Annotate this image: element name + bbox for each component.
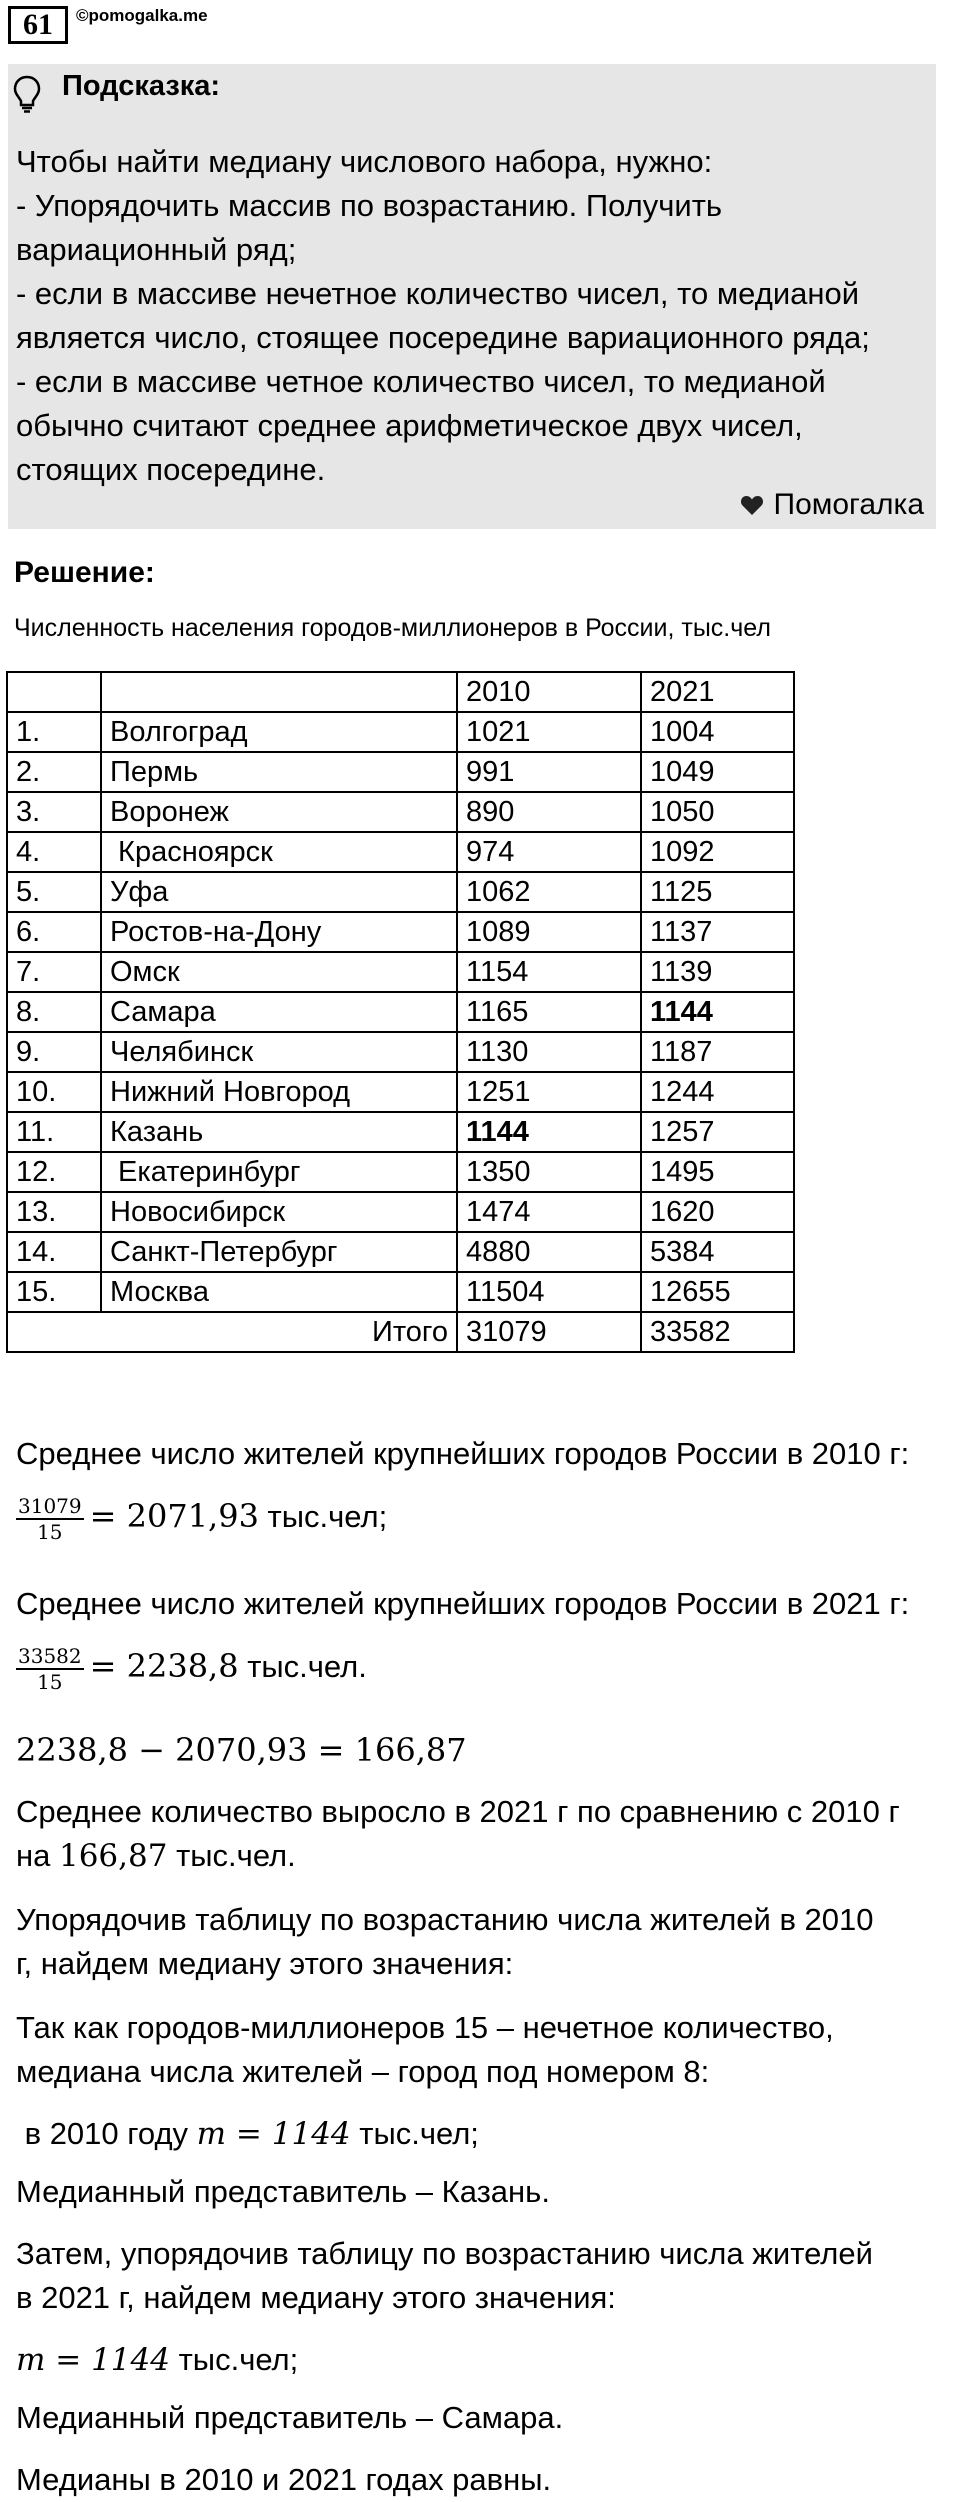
value-2010: 11504 <box>457 1272 641 1312</box>
header-cell <box>7 672 101 712</box>
helper-signature <box>740 488 925 522</box>
value-2021: 12655 <box>641 1272 794 1312</box>
value-2021: 1495 <box>641 1152 794 1192</box>
table-row <box>7 992 794 1032</box>
table-row <box>7 1232 794 1272</box>
city-name: Волгоград <box>101 712 457 752</box>
hint-line: обычно считают среднее арифметическое двух чисел, <box>16 408 803 443</box>
value-2021: 1125 <box>641 872 794 912</box>
row-index: 15. <box>7 1272 101 1312</box>
value-2010: 1089 <box>457 912 641 952</box>
row-index: 11. <box>7 1112 101 1152</box>
city-name: Пермь <box>101 752 457 792</box>
lightbulb-icon <box>12 74 42 114</box>
table-row <box>7 1072 794 1112</box>
hint-line: - если в массиве четное количество чисел, то медианой <box>16 364 826 399</box>
city-name: Москва <box>101 1272 457 1312</box>
median-2010-line: в 2010 году m = 1144 тыс.чел; <box>16 2116 479 2152</box>
header-cell: 2010 <box>457 672 641 712</box>
table-row <box>7 792 794 832</box>
value-2021: 5384 <box>641 1232 794 1272</box>
value-2021: 1620 <box>641 1192 794 1232</box>
city-name: Екатеринбург <box>101 1152 457 1192</box>
median-2021-city: Медианный представитель – Самара. <box>16 2400 564 2435</box>
row-index: 13. <box>7 1192 101 1232</box>
value-2021: 1004 <box>641 712 794 752</box>
row-index: 4. <box>7 832 101 872</box>
table-row <box>7 712 794 752</box>
fraction: $\frac{31079}{15}$ <box>18 1494 82 1544</box>
growth-paragraph: Среднее количество выросло в 2021 г по сравнению с 2010 г на 166,87 тыс.чел. <box>16 1794 900 1874</box>
population-table <box>6 671 795 1353</box>
value-2021: 1139 <box>641 952 794 992</box>
total-2021: 33582 <box>641 1312 794 1352</box>
median-2010-value: 1144 <box>457 1112 641 1152</box>
row-index: 7. <box>7 952 101 992</box>
hint-text <box>16 140 926 492</box>
sort-2010-paragraph: Упорядочив таблицу по возрастанию числа жителей в 2010 г, найдем медиану этого значения: <box>16 1902 874 1981</box>
table-row <box>7 1032 794 1072</box>
value-2021: 1244 <box>641 1072 794 1112</box>
value-2010: 1474 <box>457 1192 641 1232</box>
hint-line: вариационный ряд; <box>16 232 297 267</box>
table-row <box>7 1272 794 1312</box>
table-header-row <box>7 672 794 712</box>
value-2021: 1257 <box>641 1112 794 1152</box>
odd-count-paragraph: Так как городов-миллионеров 15 – нечетное количество, медиана числа жителей – город под номером 8: <box>16 2010 834 2089</box>
table-row <box>7 1192 794 1232</box>
table-row <box>7 872 794 912</box>
hint-title: Подсказка: <box>62 70 221 102</box>
value-2010: 1021 <box>457 712 641 752</box>
city-name: Омск <box>101 952 457 992</box>
row-index: 3. <box>7 792 101 832</box>
total-2010: 31079 <box>457 1312 641 1352</box>
city-name: Санкт-Петербург <box>101 1232 457 1272</box>
median-2021-value: 1144 <box>641 992 794 1032</box>
median-2010-city: Медианный представитель – Казань. <box>16 2174 550 2209</box>
row-index: 8. <box>7 992 101 1032</box>
value-2010: 4880 <box>457 1232 641 1272</box>
value-2010: 991 <box>457 752 641 792</box>
row-index: 1. <box>7 712 101 752</box>
table-total-row <box>7 1312 794 1352</box>
city-name: Красноярск <box>101 832 457 872</box>
row-index: 14. <box>7 1232 101 1272</box>
site-watermark: ©pomogalka.me <box>76 6 208 25</box>
conclusion: Медианы в 2010 и 2021 годах равны. <box>16 2462 552 2497</box>
value-2021: 1049 <box>641 752 794 792</box>
city-name: Воронеж <box>101 792 457 832</box>
value-2021: 1092 <box>641 832 794 872</box>
sort-2021-paragraph: Затем, упорядочив таблицу по возрастанию числа жителей в 2021 г, найдем медиану этого значения: <box>16 2236 873 2315</box>
helper-label: Помогалка <box>773 488 924 521</box>
median-2021-line: m = 1144 тыс.чел; <box>16 2342 299 2378</box>
table-row <box>7 1152 794 1192</box>
solution-title: Решение: <box>14 556 155 589</box>
city-name: Ростов-на-Дону <box>101 912 457 952</box>
table-row <box>7 1112 794 1152</box>
table-row <box>7 832 794 872</box>
hint-line: стоящих посередине. <box>16 452 326 487</box>
hint-line: - если в массиве нечетное количество чисел, то медианой <box>16 276 860 311</box>
row-index: 9. <box>7 1032 101 1072</box>
value-2010: 974 <box>457 832 641 872</box>
value-2010: 1062 <box>457 872 641 912</box>
value-2010: 1251 <box>457 1072 641 1112</box>
row-index: 12. <box>7 1152 101 1192</box>
table-row <box>7 952 794 992</box>
fraction: $\frac{33582}{15}$ <box>18 1644 82 1694</box>
header-cell: 2021 <box>641 672 794 712</box>
difference-formula: 2238,8 − 2070,93 = 166,87 <box>16 1731 467 1769</box>
table-row <box>7 912 794 952</box>
table-row <box>7 752 794 792</box>
table-caption: Численность населения городов-миллионеров в России, тыс.чел <box>14 614 771 642</box>
value-2021: 1187 <box>641 1032 794 1072</box>
avg-2010-label: Среднее число жителей крупнейших городов России в 2010 г: <box>16 1436 910 1471</box>
task-number: 61 <box>8 6 68 44</box>
hint-line: - Упорядочить массив по возрастанию. Получить <box>16 188 723 223</box>
value-2010: 1154 <box>457 952 641 992</box>
city-name: Новосибирск <box>101 1192 457 1232</box>
row-index: 6. <box>7 912 101 952</box>
row-index: 2. <box>7 752 101 792</box>
row-index: 10. <box>7 1072 101 1112</box>
value-2021: 1050 <box>641 792 794 832</box>
value-2010: 1165 <box>457 992 641 1032</box>
heart-icon <box>740 494 764 516</box>
row-index: 5. <box>7 872 101 912</box>
avg-2010-formula: $\frac{31079}{15}$ = 2071,93 тыс.чел; <box>18 1494 388 1544</box>
city-name: Уфа <box>101 872 457 912</box>
avg-2021-label: Среднее число жителей крупнейших городов России в 2021 г: <box>16 1586 910 1621</box>
value-2010: 1130 <box>457 1032 641 1072</box>
city-name: Самара <box>101 992 457 1032</box>
value-2010: 890 <box>457 792 641 832</box>
city-name: Челябинск <box>101 1032 457 1072</box>
hint-line: Чтобы найти медиану числового набора, нужно: <box>16 144 713 179</box>
value-2021: 1137 <box>641 912 794 952</box>
avg-2021-formula: $\frac{33582}{15}$ = 2238,8 тыс.чел. <box>18 1644 367 1694</box>
city-name: Казань <box>101 1112 457 1152</box>
hint-line: является число, стоящее посередине вариационного ряда; <box>16 320 870 355</box>
header-cell <box>101 672 457 712</box>
total-label: Итого <box>7 1312 457 1352</box>
city-name: Нижний Новгород <box>101 1072 457 1112</box>
value-2010: 1350 <box>457 1152 641 1192</box>
